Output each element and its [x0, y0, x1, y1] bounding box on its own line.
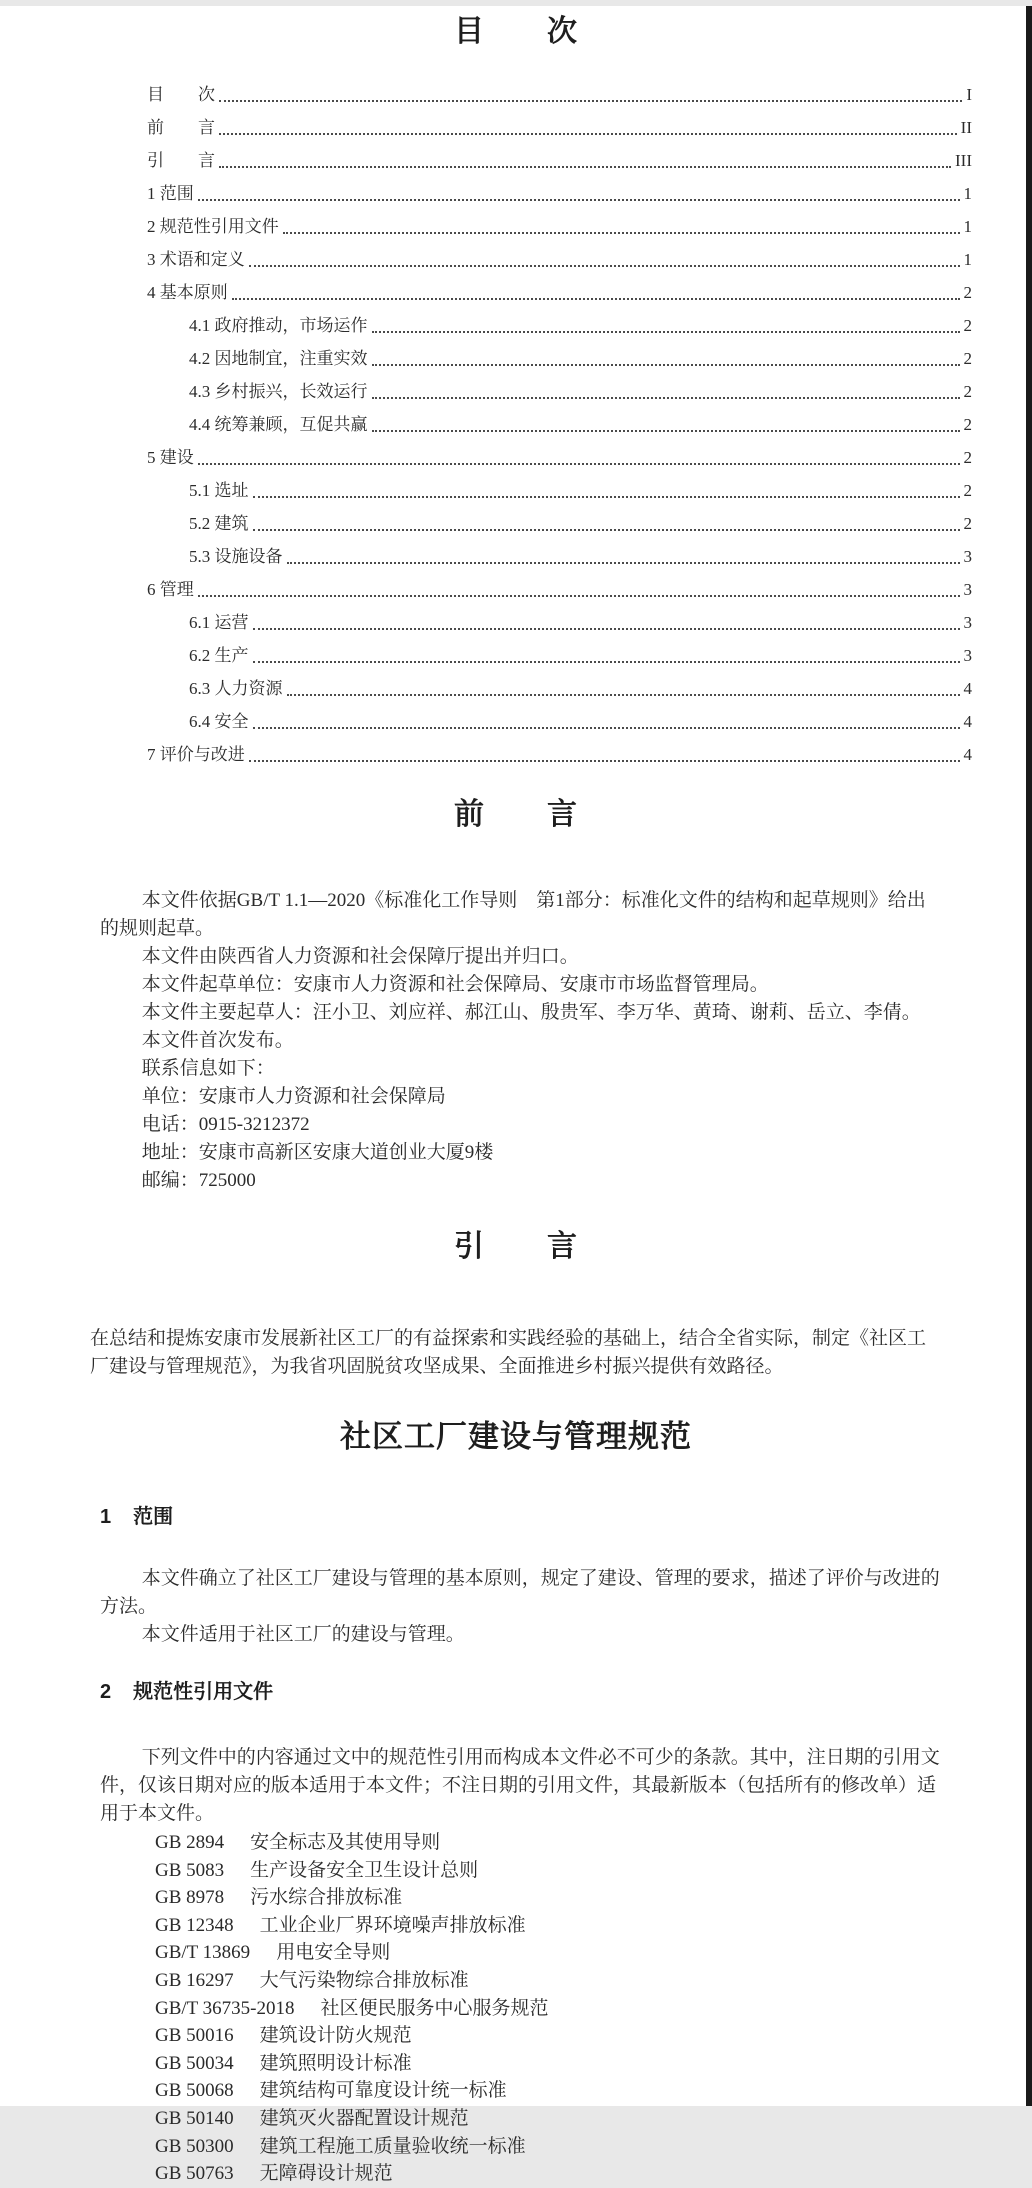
- contact-unit: 单位：安康市人力资源和社会保障局: [141, 1086, 446, 1107]
- reference-item: [155, 1912, 940, 1940]
- reference-name: 社区便民服务中心服务规范: [320, 1997, 549, 2019]
- reference-code: GB/T 13869: [155, 1942, 251, 1964]
- toc-entry-label: 引 言: [147, 151, 215, 170]
- reference-name: 污水综合排放标准: [250, 1887, 403, 1909]
- toc-entry: [147, 472, 972, 505]
- reference-code: GB 50300: [155, 2135, 234, 2157]
- toc-dot-leader: [253, 496, 960, 498]
- reference-code: GB/T 36735-2018: [155, 1997, 295, 2019]
- toc-entry-label: 6.2 生产: [189, 646, 249, 665]
- toc-dot-leader: [219, 166, 951, 168]
- reference-name: 无障碍设计规范: [259, 2163, 393, 2185]
- toc-page-number: 1: [963, 250, 972, 269]
- toc-page-number: 2: [963, 283, 972, 302]
- toc-entry: [147, 670, 972, 703]
- document-page: [0, 6, 1032, 2185]
- toc-dot-leader: [219, 100, 962, 102]
- reference-code: GB 12348: [155, 1914, 234, 1936]
- toc-entry: [147, 340, 972, 373]
- toc-entry-label: 6.4 安全: [189, 712, 249, 731]
- toc-entry-label: 6.1 运营: [189, 613, 249, 632]
- toc-page-number: 1: [963, 217, 972, 236]
- toc-entry: [147, 637, 972, 670]
- toc-entry-label: 目 次: [147, 85, 215, 104]
- toc-entry: [147, 373, 972, 406]
- toc-entry: [147, 604, 972, 637]
- toc-entry-label: 5.1 选址: [189, 481, 249, 500]
- toc-entry-label: 6.3 人力资源: [189, 679, 283, 698]
- contact-address: 地址：安康市高新区安康大道创业大厦9楼: [141, 1142, 494, 1163]
- reference-name: 建筑灭火器配置设计规范: [259, 2107, 469, 2129]
- toc-page-number: 3: [963, 613, 972, 632]
- foreword-paragraph: 本文件起草单位：安康市人力资源和社会保障局、安康市市场监督管理局。: [141, 974, 769, 995]
- toc-page-number: 3: [963, 646, 972, 665]
- reference-code: GB 8978: [155, 1887, 225, 1909]
- body-paragraph: 下列文件中的内容通过文中的规范性引用而构成本文件必不可少的条款。其中，注日期的引用文件，仅该日期对应的版本适用于本文件；不注日期的引用文件，其最新版本（包括所有的修改单）适用于本文件。: [100, 1747, 940, 1824]
- reference-item: [155, 2105, 940, 2133]
- foreword-body: [100, 887, 940, 1195]
- toc-page-number: 2: [963, 415, 972, 434]
- reference-item: [155, 2022, 940, 2050]
- introduction-title: 引 言: [454, 1230, 578, 1263]
- clause-1-title: 范围: [133, 1506, 174, 1528]
- foreword-paragraph: 本文件依据GB/T 1.1—2020《标准化工作导则 第1部分：标准化文件的结构和起草规则》给出的规则起草。: [100, 890, 926, 939]
- reference-item: [155, 1967, 940, 1995]
- document-title: 社区工厂建设与管理规范: [340, 1419, 692, 1454]
- toc-entry-label: 5 建设: [147, 448, 194, 467]
- toc-dot-leader: [372, 397, 960, 399]
- clause-2-heading: [100, 1675, 940, 1704]
- toc-entry: [147, 505, 972, 538]
- toc-entry-label: 2 规范性引用文件: [147, 217, 279, 236]
- reference-item: [155, 2050, 940, 2078]
- reference-name: 大气污染物综合排放标准: [259, 1969, 469, 1991]
- reference-code: GB 50140: [155, 2107, 234, 2129]
- reference-item: [155, 1939, 940, 1967]
- toc-dot-leader: [283, 232, 960, 234]
- toc-entry: [147, 307, 972, 340]
- toc-page-number: 2: [963, 481, 972, 500]
- toc-entry: [147, 208, 972, 241]
- toc-page-number: II: [960, 118, 972, 137]
- toc-list: [147, 76, 972, 769]
- toc-page-number: 2: [963, 448, 972, 467]
- clause-2-body: [100, 1744, 940, 1828]
- toc-page-number: 4: [963, 712, 972, 731]
- reference-name: 生产设备安全卫生设计总则: [250, 1859, 479, 1881]
- toc-entry: [147, 538, 972, 571]
- reference-list: [155, 1829, 940, 2188]
- reference-code: GB 50034: [155, 2052, 234, 2074]
- toc-dot-leader: [372, 364, 960, 366]
- reference-code: GB 2894: [155, 1832, 225, 1853]
- reference-code: GB 5083: [155, 1859, 225, 1881]
- toc-dot-leader: [198, 463, 960, 465]
- toc-entry: [147, 142, 972, 175]
- clause-1-body: [100, 1565, 940, 1649]
- reference-code: GB 50763: [155, 2163, 234, 2185]
- toc-page-number: 2: [963, 349, 972, 368]
- clause-1-heading: [100, 1500, 940, 1529]
- toc-dot-leader: [253, 628, 960, 630]
- toc-entry: [147, 736, 972, 769]
- reference-name: 用电安全导则: [276, 1942, 391, 1964]
- introduction-body: [90, 1325, 942, 1381]
- toc-dot-leader: [253, 727, 960, 729]
- body-paragraph: 本文件确立了社区工厂建设与管理的基本原则，规定了建设、管理的要求，描述了评价与改进的方法。: [100, 1568, 940, 1617]
- toc-entry: [147, 175, 972, 208]
- toc-entry: [147, 703, 972, 736]
- toc-entry-label: 6 管理: [147, 580, 194, 599]
- toc-dot-leader: [253, 529, 960, 531]
- reference-item: [155, 2160, 940, 2188]
- body-paragraph: 本文件适用于社区工厂的建设与管理。: [141, 1624, 465, 1645]
- toc-entry-label: 3 术语和定义: [147, 250, 245, 269]
- toc-dot-leader: [287, 562, 960, 564]
- toc-dot-leader: [287, 694, 960, 696]
- reference-item: [155, 2077, 940, 2105]
- foreword-title: 前 言: [454, 798, 578, 831]
- toc-title: 目 次: [454, 15, 578, 48]
- toc-entry: [147, 571, 972, 604]
- reference-item: [155, 1857, 940, 1885]
- reference-name: 建筑设计防火规范: [259, 2025, 412, 2047]
- toc-dot-leader: [372, 331, 960, 333]
- toc-page-number: 4: [963, 745, 972, 764]
- toc-page-number: I: [966, 85, 972, 104]
- toc-page-number: III: [955, 151, 972, 170]
- toc-entry-label: 前 言: [147, 118, 215, 137]
- toc-entry-label: 5.3 设施设备: [189, 547, 283, 566]
- clause-2-number: 2: [100, 1681, 112, 1703]
- toc-page-number: 2: [963, 382, 972, 401]
- reference-name: 建筑照明设计标准: [259, 2052, 412, 2074]
- reference-name: 建筑工程施工质量验收统一标准: [259, 2135, 526, 2157]
- toc-page-number: 3: [963, 580, 972, 599]
- foreword-paragraph: 本文件主要起草人：汪小卫、刘应祥、郝江山、殷贵军、李万华、黄琦、谢莉、岳立、李倩。: [141, 1002, 921, 1023]
- toc-entry-label: 4.2 因地制宜，注重实效: [189, 349, 368, 368]
- toc-entry-label: 1 范围: [147, 184, 194, 203]
- reference-name: 安全标志及其使用导则: [250, 1832, 441, 1853]
- scan-edge-strip: [1026, 6, 1032, 2106]
- toc-page-number: 3: [963, 547, 972, 566]
- toc-dot-leader: [249, 760, 960, 762]
- clause-2-title: 规范性引用文件: [133, 1681, 274, 1703]
- toc-entry: [147, 241, 972, 274]
- contact-phone: 电话：0915-3212372: [141, 1114, 310, 1135]
- contact-postcode: 邮编：725000: [141, 1170, 256, 1191]
- toc-entry: [147, 406, 972, 439]
- toc-entry-label: 4 基本原则: [147, 283, 228, 302]
- toc-dot-leader: [253, 661, 960, 663]
- toc-page-number: 1: [963, 184, 972, 203]
- foreword-paragraph: 联系信息如下：: [141, 1058, 275, 1079]
- toc-entry: [147, 76, 972, 109]
- toc-dot-leader: [219, 133, 957, 135]
- toc-entry: [147, 274, 972, 307]
- reference-code: GB 16297: [155, 1969, 234, 1991]
- reference-item: [155, 1884, 940, 1912]
- toc-page-number: 2: [963, 316, 972, 335]
- toc-entry-label: 4.4 统筹兼顾，互促共赢: [189, 415, 368, 434]
- toc-dot-leader: [372, 430, 960, 432]
- reference-name: 建筑结构可靠度设计统一标准: [259, 2080, 507, 2102]
- foreword-paragraph: 本文件由陕西省人力资源和社会保障厅提出并归口。: [141, 946, 579, 967]
- toc-dot-leader: [249, 265, 960, 267]
- reference-name: 工业企业厂界环境噪声排放标准: [259, 1914, 526, 1936]
- foreword-paragraph: 本文件首次发布。: [141, 1030, 294, 1051]
- toc-entry-label: 4.3 乡村振兴，长效运行: [189, 382, 368, 401]
- toc-entry: [147, 109, 972, 142]
- reference-item: [155, 1829, 940, 1857]
- reference-code: GB 50068: [155, 2080, 234, 2102]
- toc-entry-label: 5.2 建筑: [189, 514, 249, 533]
- reference-code: GB 50016: [155, 2025, 234, 2047]
- reference-item: [155, 2133, 940, 2161]
- toc-dot-leader: [198, 595, 960, 597]
- toc-dot-leader: [232, 298, 960, 300]
- toc-entry-label: 4.1 政府推动，市场运作: [189, 316, 368, 335]
- toc-dot-leader: [198, 199, 960, 201]
- toc-entry: [147, 439, 972, 472]
- clause-1-number: 1: [100, 1506, 112, 1528]
- toc-entry-label: 7 评价与改进: [147, 745, 245, 764]
- toc-page-number: 4: [963, 679, 972, 698]
- reference-item: [155, 1995, 940, 2023]
- introduction-paragraph: 在总结和提炼安康市发展新社区工厂的有益探索和实践经验的基础上，结合全省实际，制定《社区工厂建设与管理规范》，为我省巩固脱贫攻坚成果、全面推进乡村振兴提供有效路径。: [90, 1328, 927, 1377]
- toc-page-number: 2: [963, 514, 972, 533]
